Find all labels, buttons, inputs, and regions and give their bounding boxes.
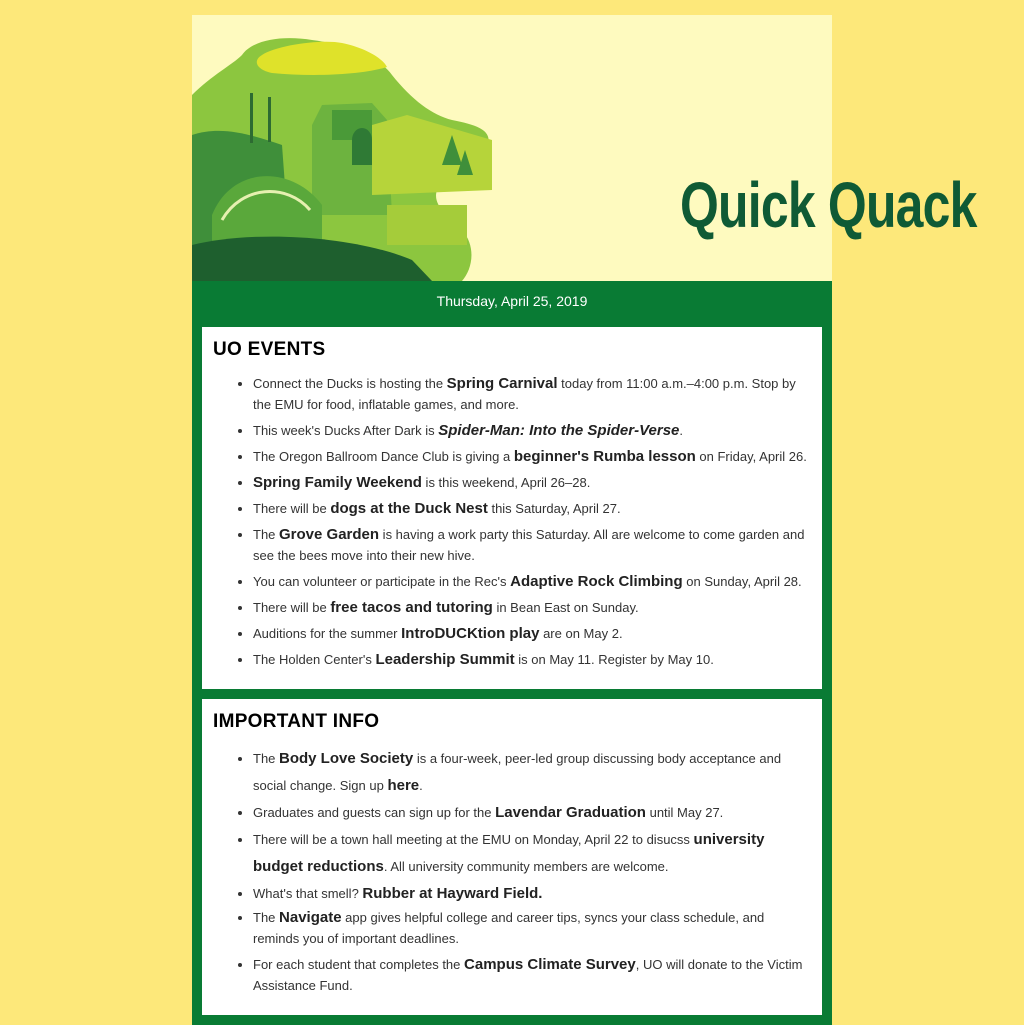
list-item [253, 524, 811, 566]
list-item [253, 954, 811, 996]
list-item [253, 373, 811, 415]
info-link[interactable]: Campus Climate Survey [464, 956, 636, 973]
item-text: until May 27. [645, 805, 724, 820]
sign-up-link[interactable]: here [387, 777, 420, 794]
info-link[interactable]: Lavendar Graduation [495, 804, 646, 821]
event-link[interactable]: Leadership Summit [375, 651, 515, 668]
list-item [253, 472, 811, 493]
event-link[interactable]: Spider-Man: Into the Spider-Verse [438, 422, 680, 439]
list-item [253, 745, 811, 799]
item-text: today from 11:00 a.m.–4:00 p.m. Stop by the EMU for food, inflatable games, and more. [253, 376, 796, 412]
list-item [253, 498, 811, 519]
item-text: , UO will donate to the Victim Assistance Fund. [253, 957, 803, 993]
section-divider [192, 689, 832, 699]
info-section [202, 699, 822, 1015]
item-text: The Holden Center's [253, 652, 376, 667]
list-item [253, 420, 811, 441]
item-text: Graduates and guests can sign up for the [253, 805, 496, 820]
header-banner [192, 15, 977, 281]
item-text: Auditions for the summer [253, 626, 402, 641]
event-link[interactable]: Spring Carnival [446, 375, 558, 392]
event-link[interactable]: IntroDUCKtion play [401, 625, 540, 642]
item-text: is a four-week, peer-led group discussing body acceptance and social change. Sign up [253, 751, 782, 793]
info-heading: IMPORTANT INFO [213, 711, 380, 732]
list-item [253, 623, 811, 644]
list-item [253, 597, 811, 618]
event-link[interactable]: dogs at the Duck Nest [330, 500, 488, 517]
item-text: . [679, 423, 684, 438]
duck-campus-illustration [192, 15, 492, 281]
newsletter [192, 15, 977, 1025]
item-text: There will be [253, 600, 331, 615]
list-item [253, 799, 811, 826]
list-item [253, 649, 811, 670]
item-text: There will be a town hall meeting at the EMU on Monday, April 22 to disucss [253, 832, 694, 847]
item-text: For each student that completes the [253, 957, 465, 972]
events-list [213, 373, 811, 670]
item-text: You can volunteer or participate in the Rec's [253, 574, 511, 589]
item-text: on Friday, April 26. [695, 449, 807, 464]
info-list [213, 745, 811, 996]
content-frame [192, 281, 832, 1025]
item-text: is this weekend, April 26–28. [421, 475, 591, 490]
item-text: are on May 2. [539, 626, 623, 641]
info-link[interactable]: Navigate [279, 909, 342, 926]
item-text: Connect the Ducks is hosting the [253, 376, 447, 391]
list-item [253, 880, 811, 907]
item-text: . All university community members are welcome. [383, 859, 669, 874]
item-text: The [253, 751, 280, 766]
event-link[interactable]: Adaptive Rock Climbing [510, 573, 683, 590]
item-text: on Sunday, April 28. [682, 574, 802, 589]
info-link[interactable]: university budget reductions [253, 831, 765, 875]
item-text: The [253, 527, 280, 542]
item-text: This week's Ducks After Dark is [253, 423, 439, 438]
item-text: The Oregon Ballroom Dance Club is giving a [253, 449, 514, 464]
item-text: is having a work party this Saturday. All are welcome to come garden and see the bees move into their new hive. [253, 527, 805, 563]
events-heading: UO EVENTS [213, 339, 326, 360]
item-text: in Bean East on Sunday. [492, 600, 639, 615]
event-link[interactable]: Spring Family Weekend [253, 474, 422, 491]
list-item [253, 446, 811, 467]
info-link[interactable]: Body Love Society [279, 750, 414, 767]
item-text: What's that smell? [253, 886, 363, 901]
list-item [253, 826, 811, 880]
item-text: this Saturday, April 27. [487, 501, 621, 516]
events-section [202, 327, 822, 689]
list-item [253, 571, 811, 592]
event-link[interactable]: beginner's Rumba lesson [513, 448, 696, 465]
item-text: The [253, 910, 280, 925]
list-item [253, 907, 811, 949]
issue-date: Thursday, April 25, 2019 [436, 293, 588, 309]
newsletter-title: Quick Quack [680, 169, 977, 241]
item-text: There will be [253, 501, 331, 516]
item-text: app gives helpful college and career tips, syncs your class schedule, and reminds you of important deadlines. [253, 910, 765, 946]
event-link[interactable]: free tacos and tutoring [330, 599, 493, 616]
event-link[interactable]: Grove Garden [279, 526, 380, 543]
item-text: . [419, 778, 423, 793]
item-text: is on May 11. Register by May 10. [514, 652, 714, 667]
info-link[interactable]: Rubber at Hayward Field. [362, 885, 543, 902]
